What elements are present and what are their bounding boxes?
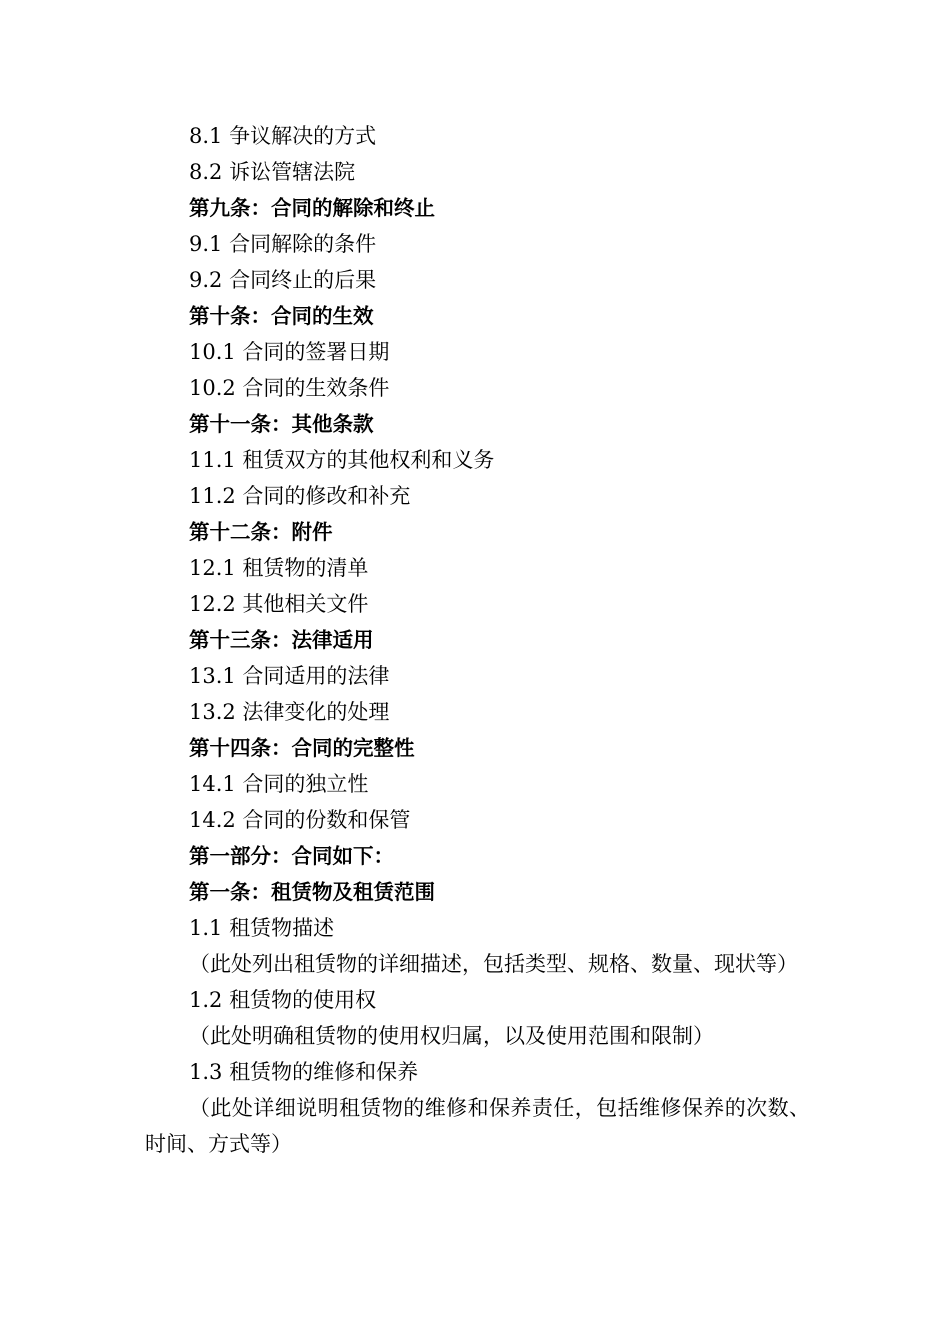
article-heading: 第一条：租赁物及租赁范围 — [189, 880, 435, 904]
clause-1-3-heading: 1.3 租赁物的维修和保养 — [189, 1060, 419, 1084]
paragraph-item-description: （此处列出租赁物的详细描述，包括类型、规格、数量、现状等） — [189, 952, 798, 976]
paragraph-maintenance: （此处详细说明租赁物的维修和保养责任，包括维修保养的次数、时间、方式等） — [145, 1096, 810, 1156]
clause-item: 10.2 合同的生效条件 — [189, 376, 390, 400]
clause-item: 9.1 合同解除的条件 — [189, 232, 377, 256]
clause-item: 13.1 合同适用的法律 — [189, 664, 390, 688]
article-heading: 第十一条：其他条款 — [189, 412, 374, 436]
article-heading: 第十四条：合同的完整性 — [189, 736, 415, 760]
outline-list — [145, 118, 810, 946]
document-body — [145, 118, 810, 1162]
clause-item: 12.2 其他相关文件 — [189, 592, 369, 616]
clause-item: 12.1 租赁物的清单 — [189, 556, 369, 580]
clause-item: 8.1 争议解决的方式 — [189, 124, 377, 148]
clause-item: 13.2 法律变化的处理 — [189, 700, 390, 724]
clause-item: 8.2 诉讼管辖法院 — [189, 160, 356, 184]
clause-item: 14.1 合同的独立性 — [189, 772, 369, 796]
article-heading: 第一部分：合同如下： — [189, 844, 394, 868]
clause-item: 10.1 合同的签署日期 — [189, 340, 390, 364]
clause-1-2-heading: 1.2 租赁物的使用权 — [189, 988, 377, 1012]
article-heading: 第九条：合同的解除和终止 — [189, 196, 435, 220]
clause-item: 14.2 合同的份数和保管 — [189, 808, 411, 832]
clause-item: 1.1 租赁物描述 — [189, 916, 335, 940]
article-heading: 第十三条：法律适用 — [189, 628, 374, 652]
clause-item: 11.2 合同的修改和补充 — [189, 484, 411, 508]
clause-item: 9.2 合同终止的后果 — [189, 268, 377, 292]
clause-item: 11.1 租赁双方的其他权利和义务 — [189, 448, 495, 472]
article-heading: 第十二条：附件 — [189, 520, 333, 544]
paragraph-usage-rights: （此处明确租赁物的使用权归属，以及使用范围和限制） — [189, 1024, 714, 1048]
article-heading: 第十条：合同的生效 — [189, 304, 374, 328]
